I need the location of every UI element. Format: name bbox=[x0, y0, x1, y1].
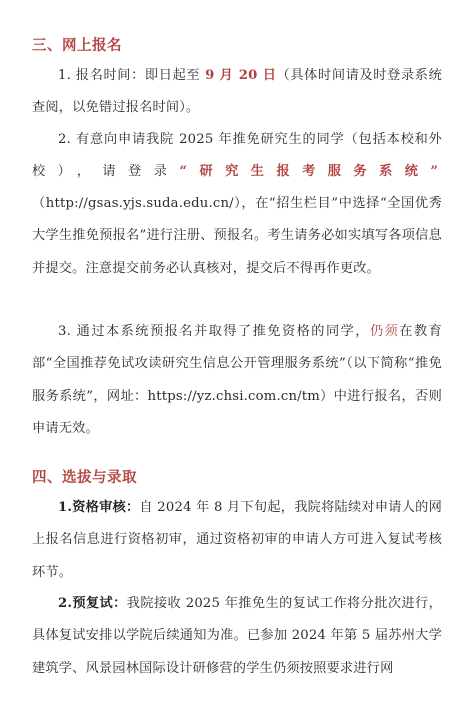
system-name-link[interactable]: “研究生报考服务系统” bbox=[179, 164, 443, 179]
section-heading-registration: 三、网上报名 bbox=[32, 37, 122, 54]
registration-time-paragraph bbox=[32, 60, 442, 125]
confirmation-prefix: 3. 通过本系统预报名并取得了推免资格的同学， bbox=[58, 324, 370, 339]
application-paragraph-body: （http://gsas.yjs.suda.edu.cn/），在“招生栏目”中选择“全国优秀大学生推免预报名”进行注册、预报名。考生请务必如实填写各项信息并提交。注意提交前务必认真核对，提交后不得再作更改。 bbox=[32, 196, 442, 276]
registration-time-suffix: （具体时间请及时登录系统查阅，以免错过报名时间）。 bbox=[32, 68, 442, 116]
section-heading-selection: 四、选拔与录取 bbox=[32, 469, 137, 486]
registration-deadline: 9 月 20 日 bbox=[205, 68, 277, 83]
confirmation-paragraph bbox=[32, 316, 442, 445]
application-paragraph-line1: 2. 有意向申请我院 2025 年推免研究生的同学（包括本校和外 bbox=[58, 132, 442, 147]
qualification-review-text: 自 2024 年 8 月下旬起，我院将陆续对申请人的网上报名信息进行资格初审，通过资格初审的申请人方可进入复试考核环节。 bbox=[32, 500, 442, 580]
qualification-review-label: 1.资格审核： bbox=[58, 500, 140, 515]
pre-retest-text: 我院接收 2025 年推免生的复试工作将分批次进行，具体复试安排以学院后续通知为准。已参加 2024 年第 5 届苏州大学建筑学、风景园林国际设计研修营的学生仍须按照要求进行网 bbox=[32, 596, 443, 676]
confirmation-suffix: 在教育部“全国推荐免试攻读研究生信息公开管理服务系统”（以下简称“推免服务系统”，网址：https://yz.chsi.com.cn/tm）中进行报名，否则申请无效。 bbox=[32, 324, 442, 436]
pre-retest-label: 2.预复试： bbox=[58, 596, 127, 611]
registration-time-prefix: 1. 报名时间：即日起至 bbox=[58, 68, 206, 83]
must-emphasis: 仍须 bbox=[369, 324, 400, 339]
qualification-review-paragraph bbox=[32, 492, 442, 589]
application-paragraph-line2 bbox=[32, 156, 442, 188]
pre-retest-paragraph bbox=[32, 588, 442, 685]
login-instruction: 校），请登录 bbox=[32, 164, 180, 179]
